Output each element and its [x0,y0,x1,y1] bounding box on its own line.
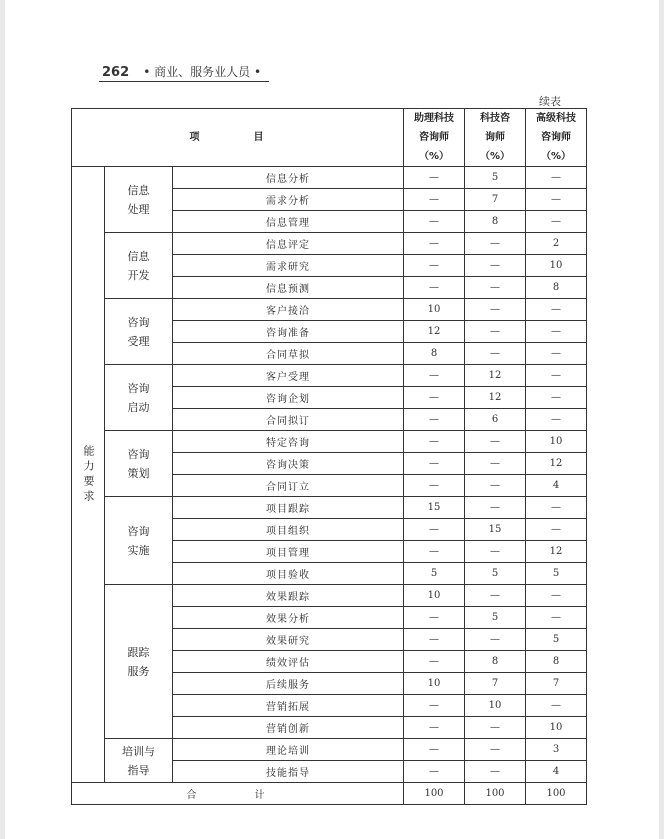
assistant-value-cell: — [404,717,465,739]
consultant-value-cell: — [465,453,526,475]
senior-value-cell: 4 [526,475,587,497]
assistant-value-cell: 5 [404,563,465,585]
continued-label: 续表 [539,95,561,108]
senior-value-cell: — [526,211,587,233]
assistant-value-cell: — [404,739,465,761]
consultant-value-cell: 7 [465,189,526,211]
table-row [72,497,587,519]
consultant-value-cell: — [465,761,526,783]
level1-category-cell: 能力要求 [72,167,105,783]
item-cell: 项目组织 [173,519,404,541]
group-name-cell: 信息 处理 [105,167,173,233]
assistant-value-cell: — [404,387,465,409]
senior-value-cell: 3 [526,739,587,761]
table-row [72,739,587,761]
item-cell: 绩效评估 [173,651,404,673]
consultant-value-cell: 8 [465,211,526,233]
assistant-value-cell: 10 [404,673,465,695]
running-head [102,63,261,80]
consultant-value-cell: — [465,739,526,761]
item-cell: 营销拓展 [173,695,404,717]
item-cell: 客户接洽 [173,299,404,321]
senior-value-cell: 4 [526,761,587,783]
page-number: 262 [102,65,130,80]
consultant-value-cell: — [465,717,526,739]
total-label-cell: 合 计 [72,783,404,805]
assistant-value-cell: — [404,431,465,453]
assistant-value-cell: — [404,365,465,387]
assistant-value-cell: — [404,277,465,299]
consultant-value-cell: — [465,277,526,299]
assistant-value-cell: — [404,695,465,717]
consultant-value-cell: 5 [465,607,526,629]
item-cell: 合同草拟 [173,343,404,365]
consultant-value-cell: — [465,321,526,343]
senior-value-cell: — [526,299,587,321]
assistant-value-cell: — [404,409,465,431]
ability-weight-table [71,108,587,805]
item-cell: 营销创新 [173,717,404,739]
consultant-value-cell: — [465,343,526,365]
senior-value-cell: 10 [526,717,587,739]
consultant-value-cell: — [465,431,526,453]
group-name-cell: 跟踪 服务 [105,585,173,739]
senior-value-cell: — [526,365,587,387]
item-cell: 效果跟踪 [173,585,404,607]
senior-value-cell: 12 [526,541,587,563]
assistant-value-cell: — [404,453,465,475]
consultant-column-header: 科技咨 询师 （%） [465,109,526,167]
assistant-value-cell: 10 [404,585,465,607]
group-name-cell: 咨询 受理 [105,299,173,365]
item-cell: 咨询决策 [173,453,404,475]
senior-value-cell: — [526,695,587,717]
item-cell: 效果分析 [173,607,404,629]
senior-value-cell: — [526,607,587,629]
assistant-value-cell: 15 [404,497,465,519]
item-column-header: 项 目 [72,109,404,167]
consultant-value-cell: — [465,299,526,321]
senior-value-cell: 5 [526,629,587,651]
assistant-value-cell: 12 [404,321,465,343]
table-body [72,109,587,805]
table-row [72,167,587,189]
assistant-value-cell: — [404,233,465,255]
assistant-value-cell: — [404,761,465,783]
table-row [72,299,587,321]
assistant-value-cell: — [404,651,465,673]
consultant-value-cell: 5 [465,563,526,585]
item-cell: 需求分析 [173,189,404,211]
item-cell: 信息分析 [173,167,404,189]
item-cell: 信息预测 [173,277,404,299]
item-cell: 信息评定 [173,233,404,255]
assistant-value-cell: — [404,607,465,629]
item-cell: 咨询准备 [173,321,404,343]
item-cell: 咨询企划 [173,387,404,409]
senior-value-cell: — [526,585,587,607]
item-cell: 特定咨询 [173,431,404,453]
item-cell: 需求研究 [173,255,404,277]
consultant-value-cell: — [465,585,526,607]
item-cell: 项目管理 [173,541,404,563]
consultant-value-cell: 5 [465,167,526,189]
item-cell: 信息管理 [173,211,404,233]
total-row [72,783,587,805]
consultant-value-cell: — [465,497,526,519]
senior-value-cell: 8 [526,651,587,673]
senior-value-cell: — [526,519,587,541]
consultant-value-cell: — [465,255,526,277]
senior-value-cell: 7 [526,673,587,695]
item-cell: 项目验收 [173,563,404,585]
senior-value-cell: 2 [526,233,587,255]
group-name-cell: 咨询 策划 [105,431,173,497]
consultant-value-cell: 7 [465,673,526,695]
item-cell: 合同拟订 [173,409,404,431]
group-name-cell: 咨询 启动 [105,365,173,431]
item-cell: 后续服务 [173,673,404,695]
senior-value-cell: 10 [526,431,587,453]
item-cell: 项目跟踪 [173,497,404,519]
table-row [72,585,587,607]
senior-value-cell: 10 [526,255,587,277]
senior-value-cell: 5 [526,563,587,585]
senior-value-cell: — [526,409,587,431]
assistant-value-cell: — [404,211,465,233]
senior-value-cell: — [526,189,587,211]
assistant-value-cell: — [404,519,465,541]
assistant-value-cell: — [404,629,465,651]
assistant-value-cell: — [404,541,465,563]
assistant-value-cell: — [404,189,465,211]
consultant-value-cell: — [465,541,526,563]
consultant-value-cell: 12 [465,387,526,409]
group-name-cell: 培训与 指导 [105,739,173,783]
group-name-cell: 信息 开发 [105,233,173,299]
consultant-value-cell: — [465,629,526,651]
senior-column-header: 高级科技 咨询师 （%） [526,109,587,167]
total-assistant-cell: 100 [404,783,465,805]
senior-value-cell: — [526,387,587,409]
group-name-cell: 咨询 实施 [105,497,173,585]
assistant-value-cell: — [404,475,465,497]
consultant-value-cell: 15 [465,519,526,541]
assistant-column-header: 助理科技 咨询师 （%） [404,109,465,167]
consultant-value-cell: — [465,233,526,255]
consultant-value-cell: 12 [465,365,526,387]
senior-value-cell: — [526,321,587,343]
item-cell: 技能指导 [173,761,404,783]
assistant-value-cell: — [404,255,465,277]
table-row [72,233,587,255]
senior-value-cell: 12 [526,453,587,475]
assistant-value-cell: — [404,167,465,189]
senior-value-cell: — [526,497,587,519]
table-row [72,365,587,387]
assistant-value-cell: 10 [404,299,465,321]
consultant-value-cell: 10 [465,695,526,717]
senior-value-cell: — [526,167,587,189]
consultant-value-cell: 6 [465,409,526,431]
section-title: • 商业、服务业人员 • [143,65,262,79]
item-cell: 合同订立 [173,475,404,497]
table-row [72,431,587,453]
table-header-row [72,109,587,167]
assistant-value-cell: 8 [404,343,465,365]
senior-value-cell: 8 [526,277,587,299]
consultant-value-cell: — [465,475,526,497]
item-cell: 效果研究 [173,629,404,651]
senior-value-cell: — [526,343,587,365]
total-consultant-cell: 100 [465,783,526,805]
header-rule [99,81,269,82]
total-senior-cell: 100 [526,783,587,805]
item-cell: 理论培训 [173,739,404,761]
consultant-value-cell: 8 [465,651,526,673]
item-cell: 客户受理 [173,365,404,387]
